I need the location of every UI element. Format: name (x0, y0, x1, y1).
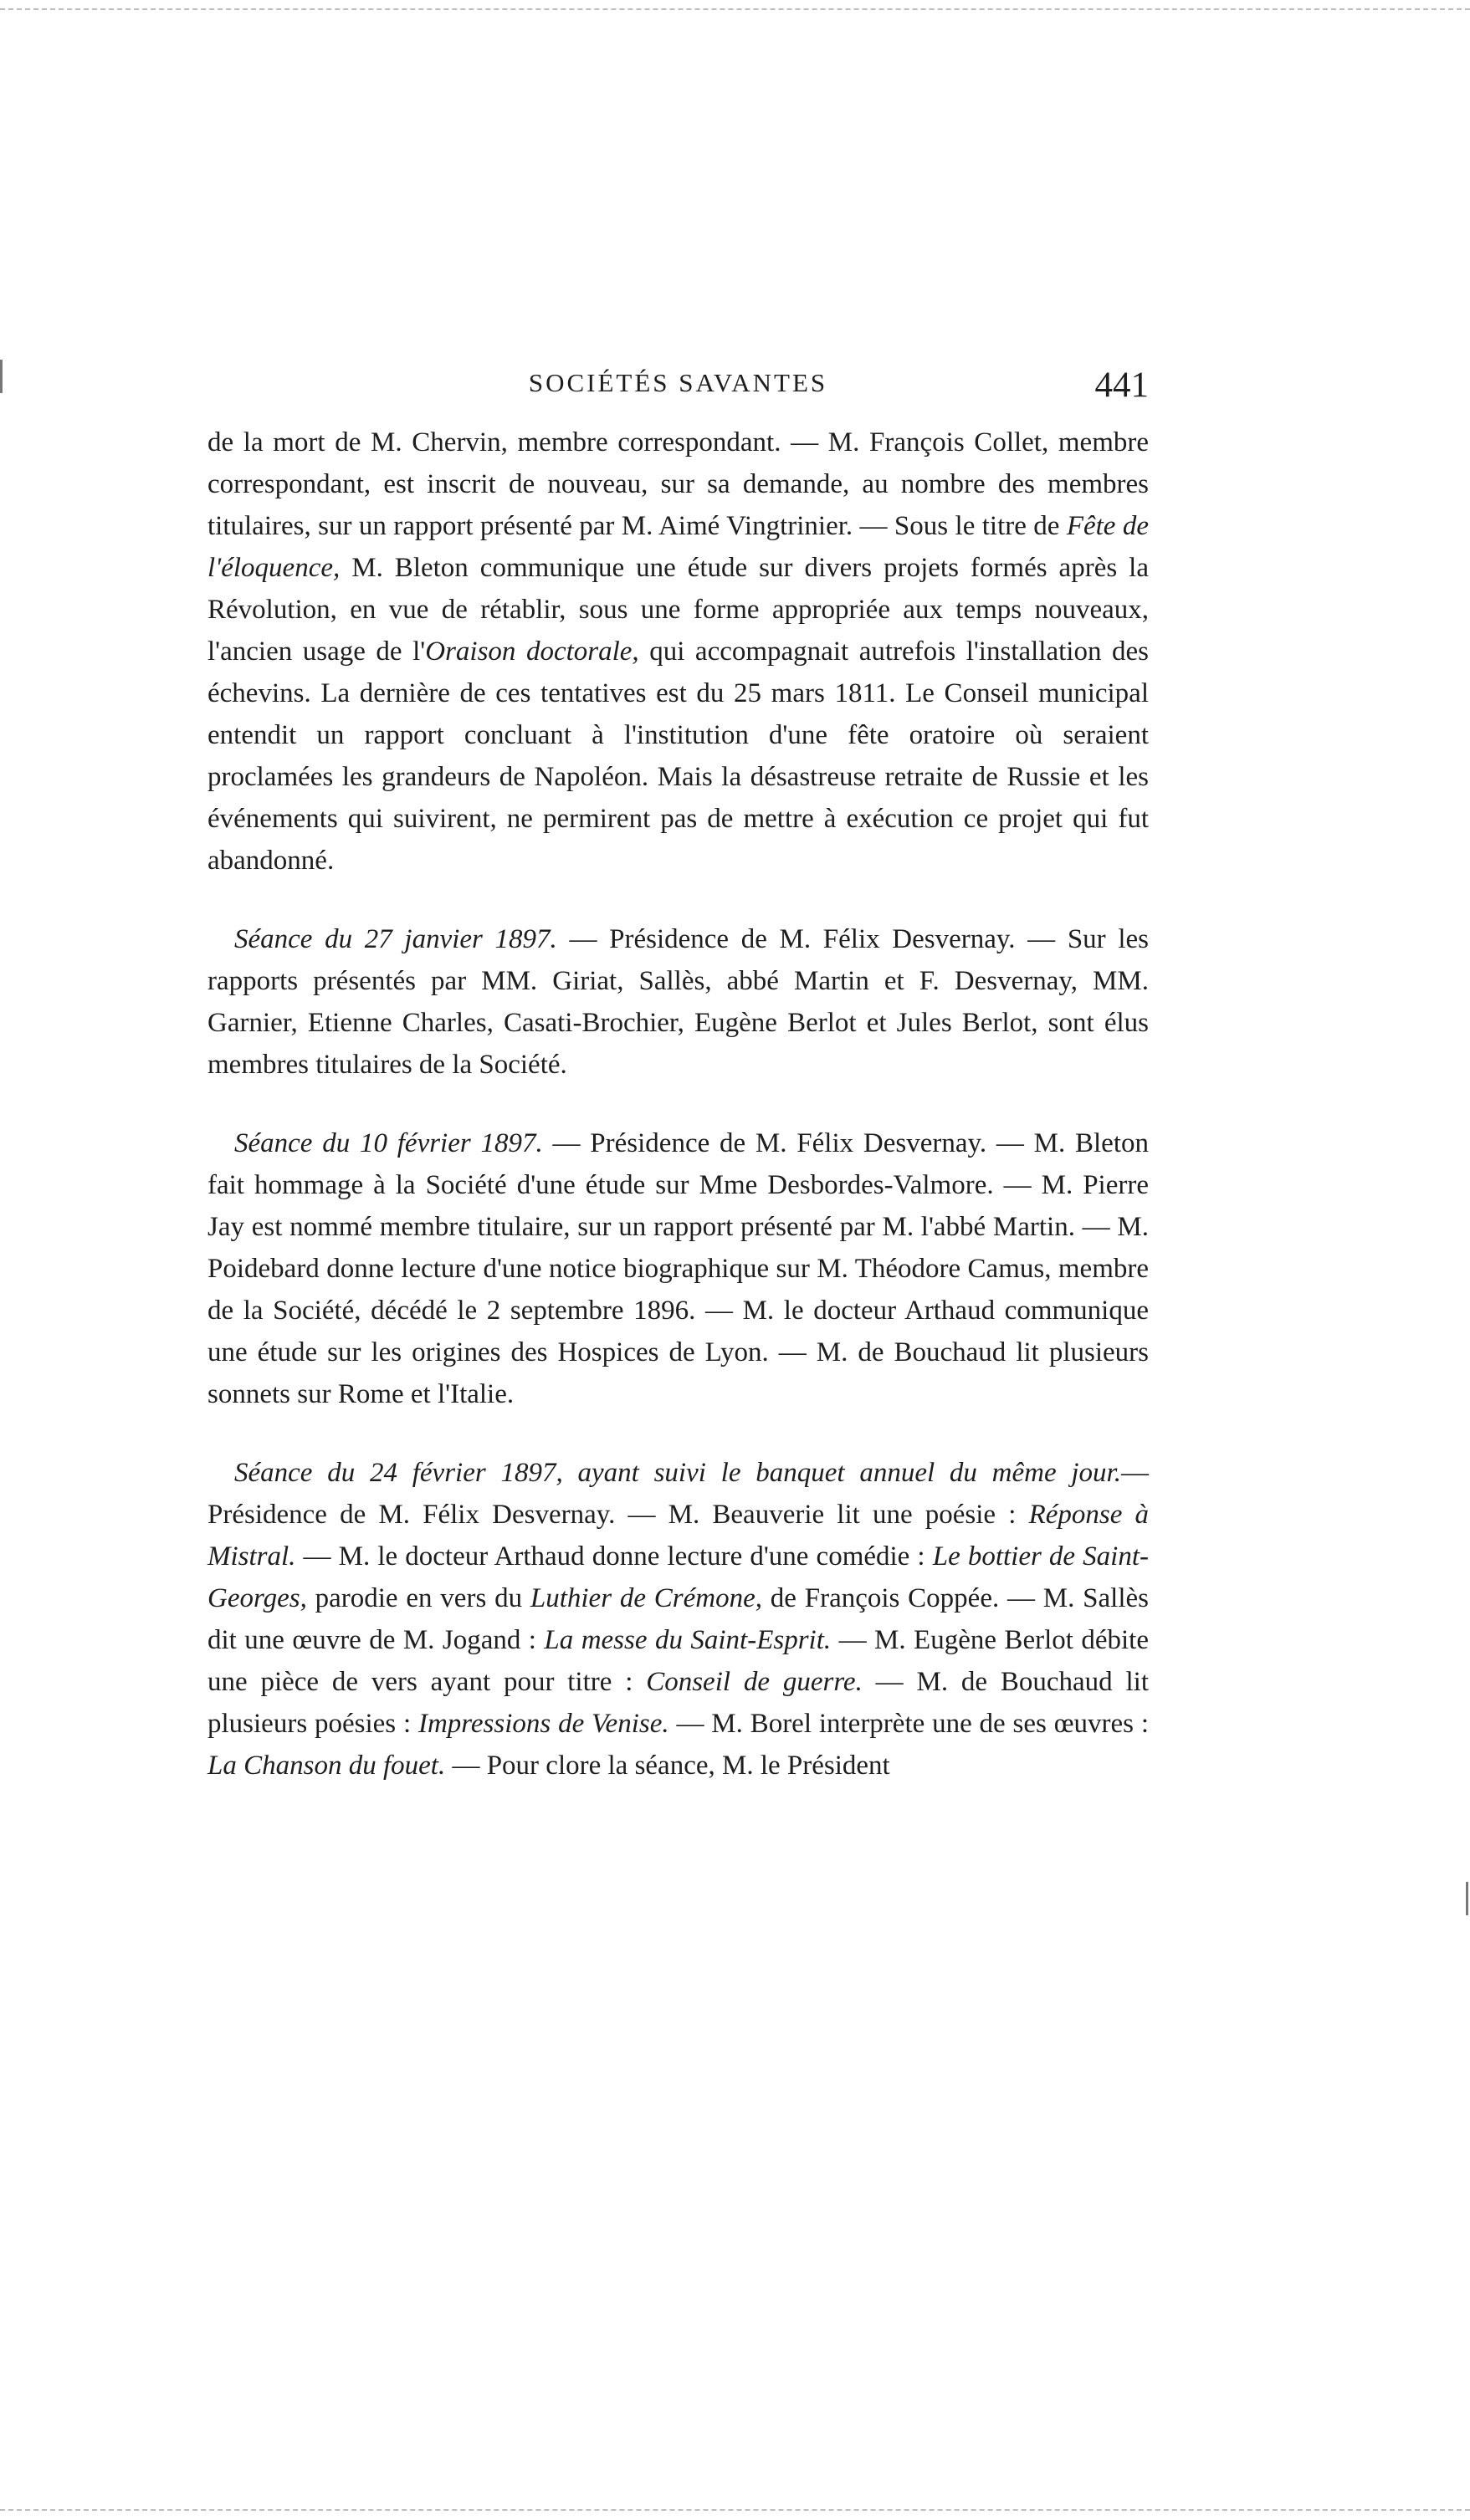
paragraph (207, 918, 1149, 1086)
book-page (207, 365, 1150, 1786)
italic-run: Séance du 24 février 1897, ayant suivi le banquet annuel du même jour. (234, 1458, 1121, 1488)
paragraph (207, 422, 1149, 882)
text-run: M. Bleton communique une étude sur divers projets formés après la Révolution, en vue de rétablir, sous une forme appropriée aux temps nouveaux, l'ancien usage de l' (207, 553, 1149, 667)
running-title: SOCIÉTÉS SAVANTES (528, 368, 828, 397)
text-run: — M. le docteur Arthaud donne lecture d'une comédie : (295, 1541, 933, 1572)
text-run: de la mort de M. Chervin, membre correspondant. — M. François Collet, membre correspondant, est inscrit de nouveau, sur sa demande, au nombre des membres titulaires, sur un rapport présenté par M. Aimé Vingtrinier. — Sous le titre de (207, 427, 1149, 541)
text-run: — Pour clore la séance, M. le Président (445, 1751, 890, 1781)
italic-run: Luthier de Crémone, (530, 1583, 762, 1613)
running-head (207, 365, 1149, 418)
paragraph (207, 1452, 1149, 1786)
text-run: — Présidence de M. Félix Desvernay. — M. Bleton fait hommage à la Société d'une étude sur Mme Desbordes-Valmore. — M. Pierre Jay est nommé membre titulaire, sur un rapport présenté par M. l'abbé Martin. — M. Poidebard donne lecture d'une notice biographique sur M. Théodore Camus, membre de la Société, décédé le 2 septembre 1896. — M. le docteur Arthaud communique une étude sur les origines des Hospices de Lyon. — M. de Bouchaud lit plusieurs sonnets sur Rome et l'Italie. (207, 1128, 1149, 1409)
paragraph (207, 1122, 1149, 1415)
text-run: — Présidence de M. Félix Desvernay. — Sur les rapports présentés par MM. Giriat, Sallès, abbé Martin et F. Desvernay, MM. Garnier, Etienne Charles, Casati-Brochier, Eugène Berlot et Jules Berlot, sont élus membres titulaires de la Société. (207, 924, 1149, 1080)
text-run: de François Coppée. — M. Sallès dit une œuvre de M. Jogand : (207, 1583, 1149, 1655)
scan-right-edge-mark (1466, 1882, 1468, 1915)
text-run: qui accompagnait autrefois l'installation des échevins. La dernière de ces tentatives est du 25 mars 1811. Le Conseil municipal entendit un rapport concluant à l'institution d'une fête oratoire où seraient proclamées les grandeurs de Napoléon. Mais la désastreuse retraite de Russie et les événements qui suivirent, ne permirent pas de mettre à exécution ce projet qui fut abandonné. (207, 636, 1149, 876)
italic-run: Séance du 27 janvier 1897. (234, 924, 557, 954)
italic-run: Impressions de Venise. (417, 1709, 669, 1739)
italic-run: Oraison doctorale, (425, 636, 639, 667)
text-run: — Présidence de M. Félix Desvernay. — M. Beauverie lit une poésie : (207, 1458, 1149, 1530)
page-number: 441 (1094, 365, 1149, 405)
italic-run: Conseil de guerre. (646, 1667, 863, 1697)
text-run: — M. Eugène Berlot débite une pièce de vers ayant pour titre : (207, 1625, 1149, 1697)
italic-run: La messe du Saint-Esprit. (544, 1625, 832, 1655)
text-run: — M. de Bouchaud lit plusieurs poésies : (207, 1667, 1149, 1739)
italic-run: Séance du 10 février 1897. (234, 1128, 543, 1158)
scan-bottom-edge (0, 2509, 1470, 2511)
italic-run: La Chanson du fouet. (207, 1751, 446, 1781)
text-run: parodie en vers du (306, 1583, 530, 1613)
italic-run: Fête de l'éloquence, (207, 511, 1149, 583)
text-run: — M. Borel interprète une de ses œuvres : (668, 1709, 1149, 1739)
italic-run: Réponse à Mistral. (207, 1500, 1150, 1572)
scan-left-edge-mark (0, 360, 3, 393)
italic-run: Le bottier de Saint-Georges, (207, 1541, 1149, 1613)
scan-top-edge (0, 8, 1470, 10)
